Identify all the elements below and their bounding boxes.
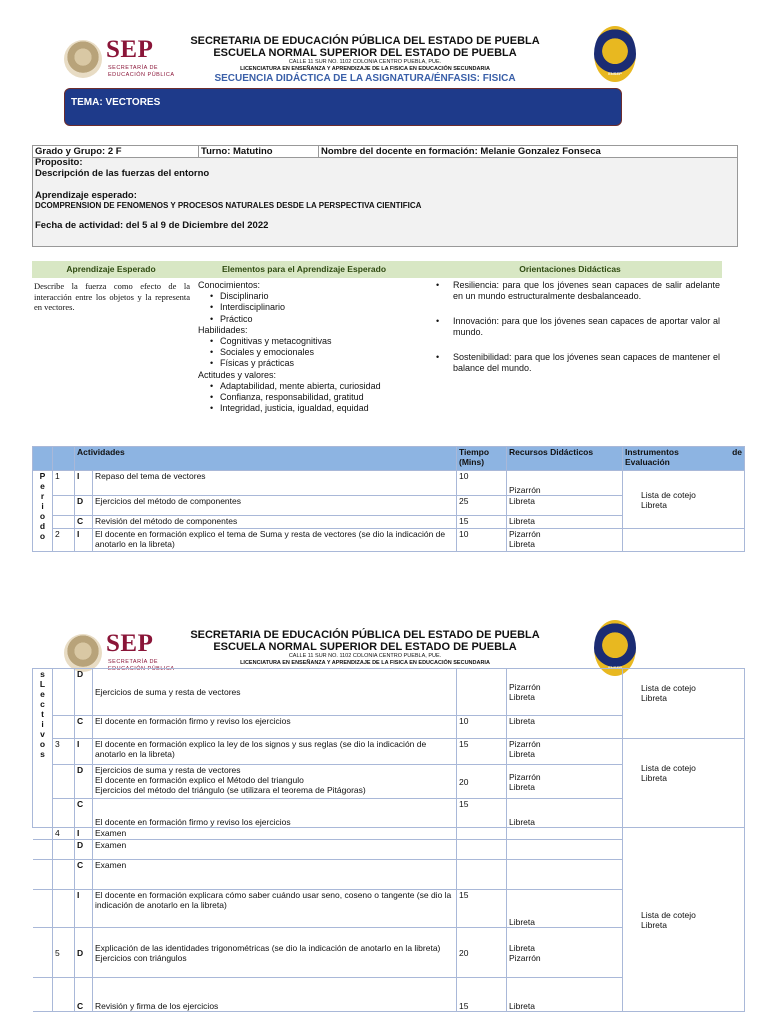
activity-time: 15 [457, 739, 507, 765]
header-orientaciones: Orientaciones Didácticas [418, 261, 722, 278]
list-item: • Cognitivas y metacognitivas [198, 336, 418, 347]
turno: Turno: Matutino [199, 146, 319, 157]
ensep-seal-icon: ENSEP [594, 620, 636, 676]
periodo-label: s L e c t i v o s [33, 669, 53, 828]
activity-text: Explicación de las identidades trigonométricas (se dio la indicación de anotarlo en la libreta) Ejercicios con triángulos [93, 928, 457, 978]
info-row [33, 146, 737, 158]
mexico-emblem-icon [64, 40, 102, 78]
header-elementos: Elementos para el Aprendizaje Esperado [190, 261, 418, 278]
row-code: C [75, 516, 93, 529]
activity-text: Ejercicios de suma y resta de vectores [93, 669, 457, 716]
instrument-cell: Lista de cotejo Libreta [623, 739, 745, 828]
list-item: • Práctico [198, 314, 418, 325]
activity-resources: Libreta Pizarrón [507, 928, 623, 978]
header-line1: SECRETARIA DE EDUCACIÓN PÚBLICA DEL ESTADO DE PUEBLA [190, 629, 540, 641]
activity-time: 10 [457, 529, 507, 552]
row-code: D [75, 928, 93, 978]
activity-resources: Libreta [507, 978, 623, 1012]
activity-resources: Pizarrón Libreta [507, 739, 623, 765]
tema-banner: TEMA: VECTORES [64, 88, 622, 126]
fecha-actividad: Fecha de actividad: del 5 al 9 de Diciembre del 2022 [35, 220, 269, 231]
activity-text: Revisión del método de componentes [93, 516, 457, 529]
header-line5: SECUENCIA DIDÁCTICA DE LA ASIGNATURA/ÉNFASIS: FISICA [214, 73, 516, 84]
activity-resources: Pizarrón Libreta [507, 529, 623, 552]
activity-text: El docente en formación explico el tema de Suma y resta de vectores (se dio la indicación de anotarlo en la libreta) [93, 529, 457, 552]
sep-sub-1: SECRETARÍA DE [108, 65, 159, 71]
actitudes-label: Actitudes y valores: [198, 369, 277, 380]
list-item: • Innovación: para que los jóvenes sean capaces de aportar valor al mundo. [440, 316, 720, 338]
activity-resources: Pizarrón [507, 471, 623, 496]
activity-text: Repaso del tema de vectores [93, 471, 457, 496]
habilidades-label: Habilidades: [198, 324, 248, 335]
activity-time: 15 [457, 799, 507, 828]
activity-text: Examen [93, 860, 457, 890]
row-code: I [75, 890, 93, 928]
activity-time: 15 [457, 978, 507, 1012]
elementos-list [198, 280, 418, 414]
header-line3: CALLE 11 SUR NO. 1102 COLONIA CENTRO PUEBLA, PUE. [288, 653, 442, 659]
row-code: I [75, 739, 93, 765]
list-item: • Sostenibilidad: para que los jóvenes sean capaces de mantener el balance del mundo. [440, 352, 720, 374]
activity-resources: Pizarrón Libreta [507, 669, 623, 716]
sep-sub-1: SECRETARÍA DE [108, 659, 159, 665]
activities-table-page2 [32, 668, 745, 1012]
proposito-text: Descripción de las fuerzas del entorno [35, 168, 210, 179]
header-line3: CALLE 11 SUR NO. 1102 COLONIA CENTRO PUEBLA, PUE. [288, 59, 442, 65]
page1-header [0, 30, 768, 90]
list-item: • Disciplinario [198, 291, 418, 302]
header-recursos: Recursos Didácticos [507, 447, 623, 471]
header-titles [190, 35, 540, 85]
activity-text: El docente en formación firmo y reviso los ejercicios [93, 799, 457, 828]
instrument-cell: Lista de cotejo Libreta [623, 828, 745, 1012]
instrument-cell: Lista de cotejo Libreta [623, 471, 745, 529]
row-code: I [75, 471, 93, 496]
activity-text: Ejercicios del método de componentes [93, 496, 457, 516]
row-code: C [75, 716, 93, 739]
activity-text: Revisión y firma de los ejercicios [93, 978, 457, 1012]
header-instrumentos: Instrumentos de Evaluación [623, 447, 745, 471]
activity-text: Examen [93, 828, 457, 840]
list-item: • Interdisciplinario [198, 302, 418, 313]
activities-table-page1 [32, 446, 745, 552]
periodo-label: P e r i o d o [33, 471, 53, 552]
row-code: C [75, 978, 93, 1012]
list-item: • Sociales y emocionales [198, 347, 418, 358]
session-number: 2 [53, 529, 75, 552]
sep-sub-2: EDUCACIÓN PÚBLICA [108, 666, 175, 672]
activity-text: Examen [93, 840, 457, 860]
instrument-cell: Lista de cotejo Libreta [623, 669, 745, 739]
list-item: • Confianza, responsabilidad, gratitud [198, 392, 418, 403]
header-line2: ESCUELA NORMAL SUPERIOR DEL ESTADO DE PUEBLA [213, 47, 517, 59]
row-code: D [75, 669, 93, 716]
aprendizaje-label: Aprendizaje esperado: [35, 190, 137, 201]
list-item: • Resiliencia: para que los jóvenes sean capaces de salir adelante en un mundo estructuralmente desbalanceado. [440, 280, 720, 302]
activity-time: 20 [457, 765, 507, 799]
sep-logo-text: SEP [106, 630, 154, 657]
activity-text: Ejercicios de suma y resta de vectores El docente en formación explico el Método del triangulo Ejercicios del método del triángulo (se utilizara el teorema de Pitágoras) [93, 765, 457, 799]
activity-time: 25 [457, 496, 507, 516]
ensep-seal-icon: ENSEP [594, 26, 636, 82]
session-number: 5 [53, 928, 75, 978]
row-code: D [75, 496, 93, 516]
row-code: I [75, 529, 93, 552]
list-item: • Integridad, justicia, igualdad, equidad [198, 403, 418, 414]
session-number: 1 [53, 471, 75, 496]
activity-text: El docente en formación explico la ley de los signos y sus reglas (se dio la indicación de anotarlo en la libreta) [93, 739, 457, 765]
orientaciones-list [440, 280, 720, 388]
row-code: D [75, 765, 93, 799]
sep-logo [64, 36, 184, 84]
row-code: I [75, 828, 93, 840]
row-code: C [75, 860, 93, 890]
activity-time: 15 [457, 890, 507, 928]
header-line1: SECRETARIA DE EDUCACIÓN PÚBLICA DEL ESTADO DE PUEBLA [190, 35, 540, 47]
aprendizaje-descripcion: Describe la fuerza como efecto de la interacción entre los objetos y la representa en vectores. [34, 281, 190, 312]
activity-time: 10 [457, 716, 507, 739]
row-code: D [75, 840, 93, 860]
session-number: 4 [53, 828, 75, 840]
header-tiempo: Tiempo (Mins) [457, 447, 507, 471]
activity-resources: Libreta [507, 716, 623, 739]
row-code: C [75, 799, 93, 828]
grado-grupo: Grado y Grupo: 2 F [33, 146, 199, 157]
activity-time: 10 [457, 471, 507, 496]
mexico-emblem-icon [64, 634, 102, 672]
info-box [32, 145, 738, 247]
proposito-label: Proposito: [35, 157, 83, 168]
activity-time: 15 [457, 516, 507, 529]
activity-resources: Pizarrón Libreta [507, 765, 623, 799]
activity-time [457, 669, 507, 716]
page2-header [0, 624, 768, 674]
docente-nombre: Nombre del docente en formación: Melanie Gonzalez Fonseca [321, 146, 601, 157]
activity-resources: Libreta [507, 799, 623, 828]
header-actividades: Actividades [75, 447, 457, 471]
activity-resources: Libreta [507, 496, 623, 516]
sep-sub-2: EDUCACIÓN PÚBLICA [108, 72, 175, 78]
session-number: 3 [53, 739, 75, 765]
sep-logo-text: SEP [106, 36, 154, 63]
list-item: • Adaptabilidad, mente abierta, curiosidad [198, 381, 418, 392]
header-line4: LICENCIATURA EN ENSEÑANZA Y APRENDIZAJE DE LA FISICA EN EDUCACIÓN SECUNDARIA [240, 66, 490, 72]
list-item: • Físicas y prácticas [198, 358, 418, 369]
conocimientos-label: Conocimientos: [198, 280, 261, 290]
header-line4: LICENCIATURA EN ENSEÑANZA Y APRENDIZAJE DE LA FISICA EN EDUCACIÓN SECUNDARIA [240, 660, 490, 666]
activity-resources: Libreta [507, 890, 623, 928]
activity-resources: Libreta [507, 516, 623, 529]
header-titles [190, 629, 540, 667]
header-line2: ESCUELA NORMAL SUPERIOR DEL ESTADO DE PUEBLA [213, 641, 517, 653]
activity-time: 20 [457, 928, 507, 978]
header-aprendizaje-esperado: Aprendizaje Esperado [32, 261, 190, 278]
activity-text: El docente en formación explicara cómo saber cuándo usar seno, coseno o tangente (se dio la indicación de anotarlo en la libreta) [93, 890, 457, 928]
activity-text: El docente en formación firmo y reviso los ejercicios [93, 716, 457, 739]
aprendizaje-text: DCOMPRENSION DE FENOMENOS Y PROCESOS NATURALES DESDE LA PERSPECTIVA CIENTIFICA [35, 201, 422, 210]
